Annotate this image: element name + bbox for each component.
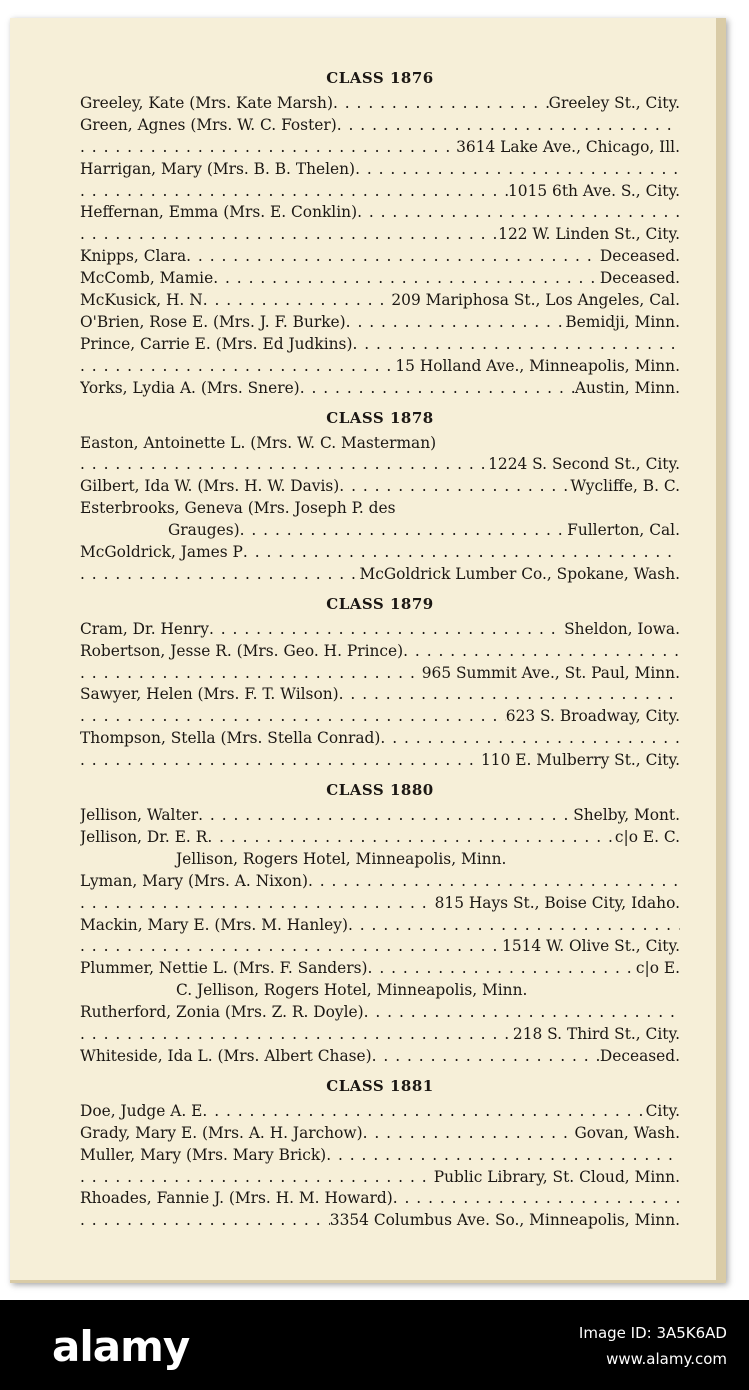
entry-line [80, 181, 680, 203]
dot-leader [80, 454, 488, 476]
alamy-logo: alamy [52, 1322, 190, 1371]
entry-address: McGoldrick Lumber Co., Spokane, Wash. [359, 564, 680, 583]
entry-address: Bemidji, Minn. [565, 312, 680, 331]
dot-leader [198, 805, 573, 827]
entry-line [80, 1101, 680, 1123]
entry-line [80, 980, 680, 1002]
entry-line [80, 684, 680, 706]
dot-leader [80, 137, 456, 159]
dot-leader [243, 542, 680, 564]
entry-address: 218 S. Third St., City. [512, 1025, 680, 1044]
entry-address: 122 W. Linden St., City. [498, 225, 680, 244]
dot-leader [372, 1046, 600, 1068]
entry-line [80, 224, 680, 246]
entry-address: Deceased. [599, 247, 680, 266]
entry-address: Deceased. [599, 269, 680, 288]
class-heading: CLASS 1881 [326, 1076, 434, 1095]
dot-leader [240, 520, 568, 542]
entry-line [80, 115, 680, 137]
dot-leader [380, 728, 680, 750]
dot-leader [80, 356, 395, 378]
entry-address: Sheldon, Iowa. [564, 619, 680, 638]
dot-leader [368, 958, 636, 980]
entry-address: c|o E. [635, 959, 680, 978]
dot-leader [337, 115, 680, 137]
entry-name: Mackin, Mary E. (Mrs. M. Hanley) [80, 915, 348, 934]
entry-address: 815 Hays St., Boise City, Idaho. [434, 893, 680, 912]
entry-address: 15 Holland Ave., Minneapolis, Minn. [395, 356, 680, 375]
dot-leader [403, 641, 680, 663]
entry-line [80, 619, 680, 641]
entry-line [80, 433, 680, 455]
dot-leader [339, 476, 570, 498]
entry-line [80, 520, 680, 542]
class-directory [80, 68, 680, 1232]
entry-name: Doe, Judge A. E [80, 1101, 203, 1120]
dot-leader [346, 312, 566, 334]
entry-name: Thompson, Stella (Mrs. Stella Conrad) [80, 729, 381, 748]
entry-name: Heffernan, Emma (Mrs. E. Conklin) [80, 203, 358, 222]
dot-leader [80, 706, 506, 728]
dot-leader [326, 1145, 680, 1167]
dot-leader [348, 915, 680, 937]
dot-leader [213, 268, 600, 290]
entry-name: Easton, Antoinette L. (Mrs. W. C. Masterman) [80, 433, 437, 452]
entry-address: 3354 Columbus Ave. So., Minneapolis, Minn. [329, 1211, 680, 1230]
entry-name: Gilbert, Ida W. (Mrs. H. W. Davis) [80, 477, 340, 496]
entry-address: Fullerton, Cal. [567, 521, 680, 540]
entry-line [80, 849, 680, 871]
entry-name: Plummer, Nettie L. (Mrs. F. Sanders) [80, 959, 368, 978]
entry-name: Grauges) [168, 521, 240, 540]
entry-name: Cram, Dr. Henry [80, 619, 209, 638]
entry-line [80, 202, 680, 224]
entry-line [80, 958, 680, 980]
entry-line [80, 498, 680, 520]
dot-leader [339, 684, 680, 706]
entry-line [80, 915, 680, 937]
entry-line [80, 246, 680, 268]
dot-leader [80, 224, 498, 246]
entry-line [80, 356, 680, 378]
entry-line [80, 564, 680, 586]
dot-leader [80, 750, 481, 772]
dot-leader [186, 246, 600, 268]
entry-address: 623 S. Broadway, City. [505, 707, 680, 726]
entry-address: 3614 Lake Ave., Chicago, Ill. [456, 137, 680, 156]
entry-name: McKusick, H. N [80, 291, 203, 310]
dot-leader [209, 619, 564, 641]
entry-line [80, 1046, 680, 1068]
entry-address: c|o E. C. [614, 827, 680, 846]
entry-address: Shelby, Mont. [573, 806, 680, 824]
entry-line [80, 1145, 680, 1167]
entry-line [80, 159, 680, 181]
entry-address: Greeley St., City. [548, 93, 680, 112]
entry-line [80, 476, 680, 498]
entry-address: 1514 W. Olive St., City. [502, 937, 680, 956]
entry-name: Greeley, Kate (Mrs. Kate Marsh) [80, 93, 333, 112]
dot-leader [80, 663, 422, 685]
entry-name: Jellison, Rogers Hotel, Minneapolis, Minn. [176, 849, 507, 868]
entry-line [80, 137, 680, 159]
dot-leader [80, 893, 435, 915]
dot-leader [308, 871, 680, 893]
class-heading: CLASS 1879 [326, 594, 434, 613]
entry-name: Rutherford, Zonia (Mrs. Z. R. Doyle) [80, 1003, 364, 1022]
entry-address: 965 Summit Ave., St. Paul, Minn. [421, 663, 680, 682]
entry-line [80, 1188, 680, 1210]
site-url: www.alamy.com [606, 1350, 727, 1368]
entry-name: Knipps, Clara [80, 247, 187, 266]
dot-leader [207, 827, 615, 849]
entry-address: Public Library, St. Cloud, Minn. [433, 1167, 680, 1186]
entry-name: Whiteside, Ida L. (Mrs. Albert Chase) [80, 1046, 372, 1065]
entry-line [80, 378, 680, 400]
dot-leader [364, 1002, 680, 1024]
entry-address: Wycliffe, B. C. [570, 477, 680, 496]
dot-leader [202, 1101, 645, 1123]
entry-line [80, 641, 680, 663]
entry-name: C. Jellison, Rogers Hotel, Minneapolis, Minn. [176, 981, 528, 1000]
entry-name: Sawyer, Helen (Mrs. F. T. Wilson) [80, 685, 339, 704]
entry-name: Muller, Mary (Mrs. Mary Brick) [80, 1145, 327, 1164]
entry-name: Green, Agnes (Mrs. W. C. Foster) [80, 115, 337, 134]
entry-address: 1015 6th Ave. S., City. [507, 181, 680, 200]
stock-footer [0, 1300, 749, 1390]
entry-name: Jellison, Walter [80, 806, 199, 824]
entry-line [80, 312, 680, 334]
entry-line [80, 805, 680, 827]
class-heading: CLASS 1880 [326, 781, 434, 800]
entry-line [80, 706, 680, 728]
entry-address: City. [645, 1101, 680, 1120]
entry-name: Jellison, Dr. E. R [80, 827, 208, 846]
class-heading: CLASS 1876 [326, 69, 434, 87]
dot-leader [393, 1188, 680, 1210]
entry-line [80, 268, 680, 290]
dot-leader [363, 1123, 575, 1145]
entry-name: Lyman, Mary (Mrs. A. Nixon) [80, 871, 308, 890]
booklet-page [10, 18, 726, 1283]
dot-leader [80, 936, 502, 958]
entry-name: O'Brien, Rose E. (Mrs. J. F. Burke) [80, 312, 346, 331]
entry-line [80, 290, 680, 312]
entry-line [80, 750, 680, 772]
entry-line [80, 893, 680, 915]
entry-name: Grady, Mary E. (Mrs. A. H. Jarchow) [80, 1123, 363, 1142]
dot-leader [333, 93, 549, 115]
entry-line [80, 93, 680, 115]
entry-address: Govan, Wash. [574, 1123, 680, 1142]
entry-name: McGoldrick, James P [80, 543, 243, 562]
dot-leader [80, 1024, 513, 1046]
dot-leader [80, 1210, 330, 1232]
entry-name: Esterbrooks, Geneva (Mrs. Joseph P. des [80, 499, 396, 518]
entry-line [80, 454, 680, 476]
entry-address: Austin, Minn. [574, 378, 680, 397]
dot-leader [357, 202, 680, 224]
entry-line [80, 1167, 680, 1189]
dot-leader [80, 564, 359, 586]
entry-name: Rhoades, Fannie J. (Mrs. H. M. Howard) [80, 1189, 393, 1208]
entry-line [80, 1210, 680, 1232]
entry-line [80, 936, 680, 958]
entry-line [80, 1024, 680, 1046]
dot-leader [80, 181, 508, 203]
dot-leader [355, 159, 680, 181]
dot-leader [300, 378, 575, 400]
entry-name: Harrigan, Mary (Mrs. B. B. Thelen) [80, 159, 356, 178]
entry-line [80, 1002, 680, 1024]
entry-line [80, 334, 680, 356]
entry-line [80, 871, 680, 893]
entry-line [80, 728, 680, 750]
class-heading: CLASS 1878 [326, 408, 434, 427]
entry-address: 1224 S. Second St., City. [488, 455, 680, 474]
entry-name: Robertson, Jesse R. (Mrs. Geo. H. Prince) [80, 641, 404, 660]
image-id: Image ID: 3A5K6AD [578, 1324, 727, 1342]
entry-address: Deceased. [599, 1046, 680, 1065]
dot-leader [203, 290, 392, 312]
entry-line [80, 542, 680, 564]
entry-address: 209 Mariphosa St., Los Angeles, Cal. [391, 291, 680, 310]
entry-name: McComb, Mamie [80, 269, 214, 288]
entry-line [80, 1123, 680, 1145]
dot-leader [352, 334, 680, 356]
entry-address: 110 E. Mulberry St., City. [481, 751, 680, 770]
entry-line [80, 663, 680, 685]
entry-name: Yorks, Lydia A. (Mrs. Snere) [80, 378, 300, 397]
dot-leader [80, 1167, 434, 1189]
entry-line [80, 827, 680, 849]
entry-name: Prince, Carrie E. (Mrs. Ed Judkins) [80, 334, 353, 353]
